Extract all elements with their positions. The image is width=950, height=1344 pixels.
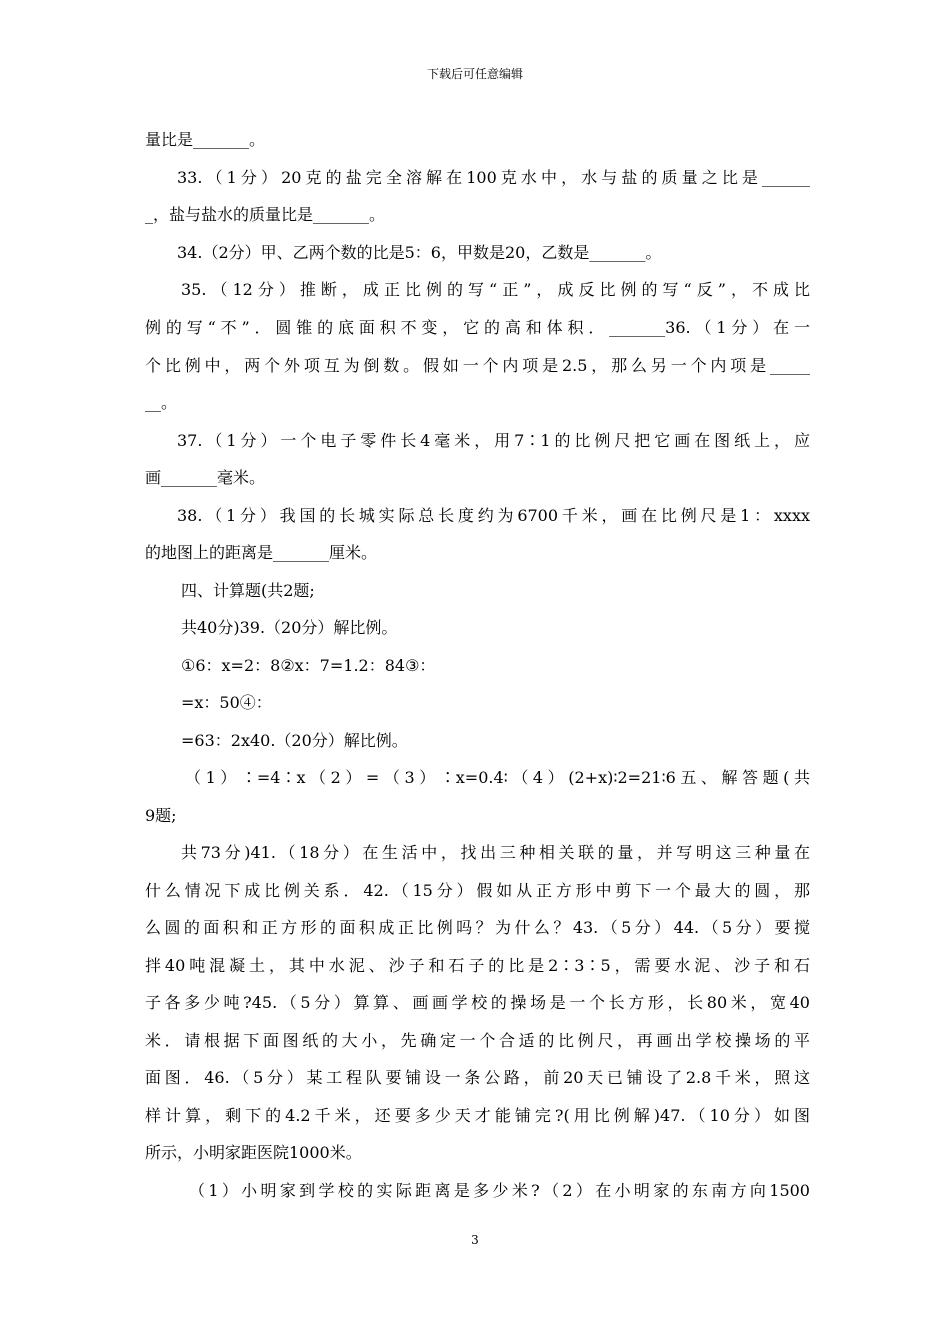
text-line: 34.（2分）甲、乙两个数的比是5：6，甲数是20，乙数是_______。 [177, 243, 662, 262]
page-header: 下载后可任意编辑 [426, 67, 523, 81]
text-line: 拌40吨混凝土，其中水泥、沙子和石子的比是2∶3∶5，需要水泥、沙子和石 [145, 956, 810, 975]
text-line: 量比是_______。 [145, 130, 266, 149]
page-number: 3 [471, 1233, 479, 1247]
text-line: =63：2x40.（20分）解比例。 [181, 731, 408, 750]
text-line: 的地图上的距离是_______厘米。 [145, 543, 378, 562]
text-line: 9题; [145, 806, 177, 825]
text-line: 例的写“不”．圆锥的底面积不变，它的高和体积．_______36.（1分）在一 [145, 318, 810, 337]
text-line: 共40分)39.（20分）解比例。 [181, 618, 398, 637]
text-line: 所示，小明家距医院1000米。 [145, 1143, 362, 1162]
text-line: 样计算，剩下的4.2千米，还要多少天才能铺完?(用比例解)47.（10分）如图 [145, 1106, 810, 1125]
text-line: 画_______毫米。 [145, 468, 266, 487]
text-line: 共73分)41.（18分）在生活中，找出三种相关联的量，并写明这三种量在 [181, 843, 810, 862]
text-line: 么圆的面积和正方形的面积成正比例吗？为什么？43.（5分）44.（5分）要搅 [145, 918, 810, 937]
text-line: _，盐与盐水的质量比是_______。 [145, 205, 386, 224]
text-line: （1）∶=4∶x（2）=（3）∶x=0.4∶（4）(2+x)∶2=21∶6五、解答题(共 [185, 768, 810, 787]
text-line: 什么情况下成比例关系．42.（15分）假如从正方形中剪下一个最大的圆，那 [145, 881, 810, 900]
text-line: 33.（1分）20克的盐完全溶解在100克水中，水与盐的质量之比是______ [177, 168, 810, 187]
text-line: ①6：x=2：8②x：7=1.2：84③： [181, 656, 436, 675]
text-line: =x：50④： [181, 693, 272, 712]
text-line: 35.（12分）推断，成正比例的写“正”，成反比例的写“反”，不成比 [181, 280, 810, 299]
text-line: __。 [145, 393, 178, 412]
text-line: （1）小明家到学校的实际距离是多少米?（2）在小明家的东南方向1500 [189, 1181, 810, 1200]
text-line: 个比例中，两个外项互为倒数。假如一个内项是2.5，那么另一个内项是_____ [145, 356, 810, 375]
text-line: 面图．46.（5分）某工程队要铺设一条公路，前20天已铺设了2.8千米，照这 [145, 1068, 810, 1087]
text-line: 四、计算题(共2题; [181, 581, 315, 600]
text-line: 米．请根据下面图纸的大小，先确定一个合适的比例尺，再画出学校操场的平 [145, 1031, 810, 1050]
text-line: 38.（1分）我国的长城实际总长度约为6700千米，画在比例尺是1：xxxx [177, 506, 810, 525]
text-line: 37.（1分）一个电子零件长4毫米，用7∶1的比例尺把它画在图纸上，应 [177, 431, 810, 450]
text-line: 子各多少吨?45.（5分）算算、画画学校的操场是一个长方形，长80米，宽40 [145, 993, 810, 1012]
